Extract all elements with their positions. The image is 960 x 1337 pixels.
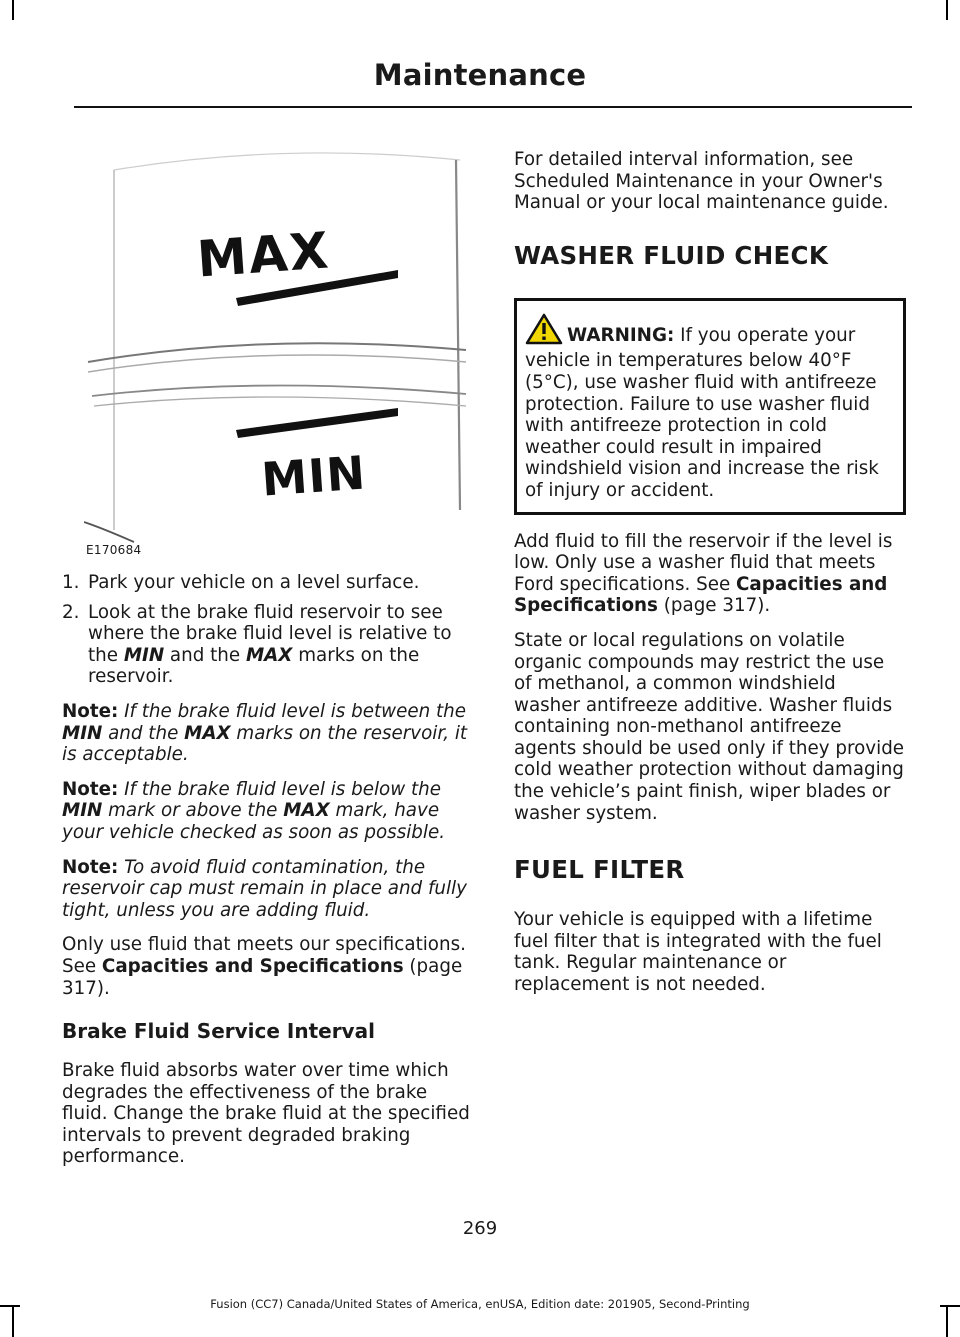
list-item [62, 572, 476, 594]
brake-interval-heading: Brake Fluid Service Interval [62, 1019, 375, 1044]
note-text: mark, have your vehicle checked as soon as possible. [62, 800, 446, 843]
max-term: MAX [283, 800, 330, 822]
capacities-link[interactable]: Capacities and Specifications [514, 573, 888, 617]
fuel-filter-heading: FUEL FILTER [514, 855, 685, 885]
right-column [514, 149, 906, 1009]
note-paragraph [62, 857, 476, 922]
spec-paragraph [62, 934, 476, 999]
note-label: Note: [62, 778, 119, 800]
washer-fluid-heading: WASHER FLUID CHECK [514, 240, 829, 270]
step-text: Park your vehicle on a level surface. [88, 572, 420, 593]
list-item [62, 602, 476, 688]
step-number: 2. [62, 601, 80, 623]
warning-box [514, 298, 906, 515]
fuel-filter-text: Your vehicle is equipped with a lifetime fuel filter that is integrated with the fuel tank. Regular maintenance or replacement is not needed. [514, 909, 882, 996]
step-text: Look at the brake fluid reservoir to see where the brake fluid level is relative to the [88, 601, 452, 666]
header-rule [74, 106, 912, 108]
step-number: 1. [62, 572, 80, 593]
min-term: MIN [62, 800, 103, 822]
body-text: Add fluid to fill the reservoir if the level is low. Only use a washer fluid that meets Ford specifications. See [514, 530, 893, 595]
max-term: MAX [184, 722, 231, 744]
note-text: mark or above the [102, 800, 284, 822]
note-text: To avoid fluid contamination, the reservoir cap must remain in place and fully tight, unless you are adding fluid. [62, 856, 467, 921]
page-title: Maintenance [373, 58, 587, 92]
footer-edition: Fusion (CC7) Canada/United States of America, enUSA, Edition date: 201905, Second-Printing [210, 1297, 750, 1311]
figure-id-label: E170684 [86, 543, 142, 557]
note-label: Note: [62, 700, 119, 722]
warning-triangle-icon [525, 313, 563, 351]
note-paragraph [62, 779, 476, 844]
min-term: MIN [123, 644, 165, 666]
page-number: 269 [462, 1218, 498, 1239]
regulations-paragraph: State or local regulations on volatile organic compounds may restrict the use of methanol, a common windshield washer antifreeze additive. Washer fluids containing non-methanol antifreeze agents should be used only if they provide cold weather protection without damaging the vehicle’s paint finish, wiper blades or washer system. [514, 629, 905, 824]
left-column [62, 572, 476, 1181]
note-paragraph [62, 701, 476, 766]
step-text: and the [164, 644, 246, 666]
capacities-link[interactable]: Capacities and Specifications [101, 955, 404, 977]
interval-intro: For detailed interval information, see Scheduled Maintenance in your Owner's Manual or your local maintenance guide. [514, 149, 889, 214]
note-text: and the [102, 722, 185, 744]
warning-label: WARNING: [567, 324, 675, 346]
warning-text: If you operate your vehicle in temperatures below 40°F (5°C), use washer fluid with antifreeze protection. Failure to use washer fluid with antifreeze protection in cold weather could result in impaired windshield vision and increase the risk of injury or accident. [525, 324, 879, 501]
min-term: MIN [62, 722, 103, 744]
add-fluid-paragraph [514, 531, 906, 617]
crop-mark [12, 0, 14, 20]
step-text: marks on the reservoir. [88, 644, 420, 688]
note-text: marks on the reservoir, it is acceptable. [62, 722, 468, 766]
note-text: If the brake fluid level is between the [118, 700, 466, 722]
note-text: If the brake fluid level is below the [118, 778, 442, 800]
body-text: Only use fluid that meets our specifications. See [62, 934, 466, 977]
body-text: (page 317). [62, 955, 463, 999]
max-term: MAX [245, 644, 293, 666]
brake-interval-text: Brake fluid absorbs water over time which degrades the effectiveness of the brake fluid. Change the brake fluid at the specified intervals to prevent degraded braking performance. [62, 1060, 470, 1168]
brake-fluid-reservoir-illustration [84, 150, 476, 560]
min-mark-text: MIN [259, 445, 368, 507]
body-text: (page 317). [657, 595, 771, 617]
steps-list [62, 572, 476, 688]
note-label: Note: [62, 856, 119, 878]
max-mark-text: MAX [195, 221, 333, 289]
crop-mark [946, 0, 948, 20]
